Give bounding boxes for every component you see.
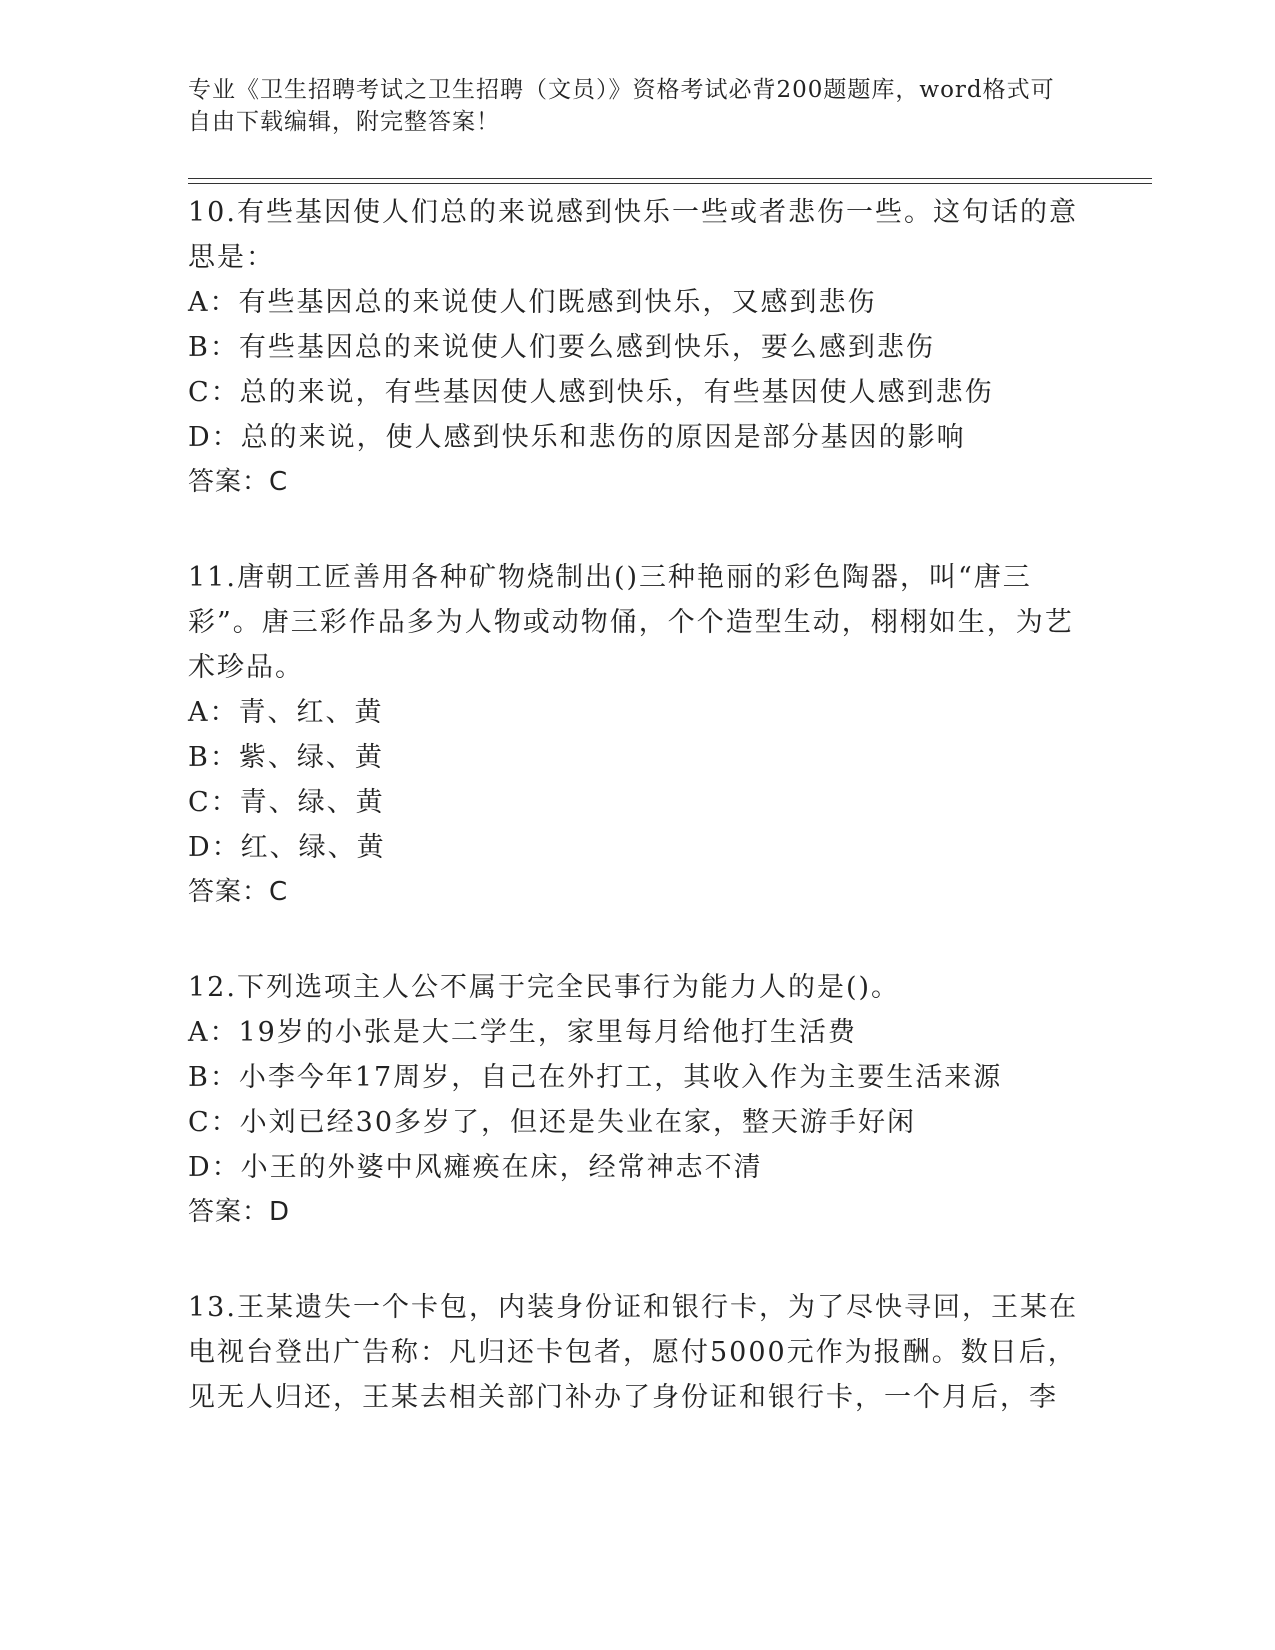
option-d: D：小王的外婆中风瘫痪在床，经常神志不清 bbox=[188, 1152, 763, 1183]
question-stem: 12.下列选项主人公不属于完全民事行为能力人的是()。 bbox=[188, 972, 901, 1003]
question-12 bbox=[188, 965, 1088, 1235]
question-11 bbox=[188, 555, 1088, 915]
option-b: B：有些基因总的来说使人们要么感到快乐，要么感到悲伤 bbox=[188, 332, 935, 363]
header-divider-bottom bbox=[188, 183, 1152, 184]
answer-line: 答案：C bbox=[188, 877, 289, 907]
option-a: A：有些基因总的来说使人们既感到快乐，又感到悲伤 bbox=[188, 287, 877, 318]
option-a: A：19岁的小张是大二学生，家里每月给他打生活费 bbox=[188, 1017, 857, 1048]
option-b: B：紫、绿、黄 bbox=[188, 742, 384, 773]
option-d: D：红、绿、黄 bbox=[188, 832, 386, 863]
question-10 bbox=[188, 190, 1088, 505]
option-a: A：青、红、黄 bbox=[188, 697, 384, 728]
answer-line: 答案：C bbox=[188, 467, 289, 497]
option-c: C：小刘已经30多岁了，但还是失业在家，整天游手好闲 bbox=[188, 1107, 917, 1138]
option-b: B：小李今年17周岁，自己在外打工，其收入作为主要生活来源 bbox=[188, 1062, 1003, 1093]
option-c: C：青、绿、黄 bbox=[188, 787, 385, 818]
question-stem: 13.王某遗失一个卡包，内装身份证和银行卡，为了尽快寻回，王某在电视台登出广告称：凡归还卡包者，愿付5000元作为报酬。数日后，见无人归还，王某去相关部门补办了身份证和银行卡，一个月后，李 bbox=[188, 1292, 1078, 1413]
document-header-intro: 专业《卫生招聘考试之卫生招聘（文员）》资格考试必背200题题库，word格式可自由下载编辑，附完整答案！ bbox=[188, 77, 1055, 135]
question-list bbox=[188, 190, 1088, 1470]
answer-line: 答案：D bbox=[188, 1197, 291, 1227]
option-c: C：总的来说，有些基因使人感到快乐，有些基因使人感到悲伤 bbox=[188, 377, 994, 408]
question-stem: 11.唐朝工匠善用各种矿物烧制出()三种艳丽的彩色陶器，叫“唐三彩”。唐三彩作品多为人物或动物俑，个个造型生动，栩栩如生，为艺术珍品。 bbox=[188, 562, 1074, 683]
header-divider-top bbox=[188, 178, 1152, 179]
question-13 bbox=[188, 1285, 1088, 1420]
option-d: D：总的来说，使人感到快乐和悲伤的原因是部分基因的影响 bbox=[188, 422, 966, 453]
question-stem: 10.有些基因使人们总的来说感到快乐一些或者悲伤一些。这句话的意思是： bbox=[188, 197, 1078, 273]
